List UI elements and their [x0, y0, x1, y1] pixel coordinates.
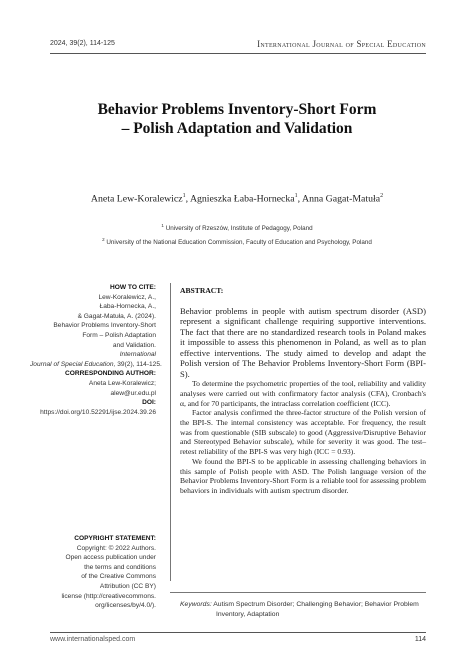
- cite-journal: International: [119, 351, 156, 359]
- cite-line: Łaba-Hornecka, A.,: [99, 303, 156, 311]
- corresponding-email[interactable]: alew@ur.edu.pl: [110, 389, 156, 397]
- doi-link[interactable]: https://doi.org/10.52291/ijse.2024.39.26: [40, 408, 156, 416]
- corresponding-name: Aneta Lew-Koralewicz;: [88, 379, 156, 387]
- copyright-line: Copyright: © 2022 Authors.: [76, 544, 156, 552]
- author-1-affil: 1: [182, 193, 186, 199]
- author-list: Aneta Lew-Koralewicz$^1$, Agnieszka Łaba-Hornecka$^1$, Anna Gagat-Matuła$^2$: [90, 193, 384, 205]
- author-2: Agnieszka Łaba-Hornecka: [189, 193, 295, 205]
- copyright-line: Attribution (CC BY): [99, 582, 156, 590]
- affiliation-1-marker: 1: [161, 223, 164, 228]
- affiliation-2-marker: 2: [102, 237, 105, 243]
- journal-name-text: International Journal of Special Education: [257, 39, 426, 49]
- abstract-heading: ABSTRACT:: [180, 286, 224, 295]
- corresponding-heading: CORRESPONDING AUTHOR:: [65, 370, 156, 378]
- copyright-heading: COPYRIGHT STATEMENT:: [74, 535, 156, 542]
- keywords-line-1: Autism Spectrum Disorder; Challenging Behavior; Behavior Problem: [213, 601, 419, 608]
- cite-line: Form – Polish Adaptation: [82, 331, 156, 339]
- affiliation-1: [40, 220, 434, 234]
- cite-line: Lew-Koralewicz, A.,: [98, 293, 156, 301]
- cite-heading: HOW TO CITE:: [109, 284, 156, 291]
- keywords-rule: [170, 592, 426, 593]
- author-2-affil: 1: [294, 193, 298, 199]
- cite-line: and Validation.: [112, 341, 156, 349]
- page-number: 114: [414, 636, 426, 643]
- keywords-label: Keywords:: [180, 601, 212, 608]
- copyright-line: Open access publication under: [65, 554, 156, 562]
- abstract-paragraph-4: We found the BPI-S to be applicable in assessing challenging behaviors in this sample of Polish people with ASD. The Polish language version of the Behavior Problems Inventory-Short Form is a reliable tool for assessing problem behaviors in individuals with autism spectrum disorder.: [180, 456, 426, 495]
- affiliation-2: [40, 234, 434, 248]
- abstract-paragraph-3: Factor analysis confirmed the three-factor structure of the Polish version of the BPI-S. The internal consistency was acceptable. For frequency, the result was from questionable (SIB subscale) to good (Aggressive/Disruptive Behavior and Stereotyped Behavior subscale), while for severity it was good. The test–retest reliability of the BPI-S was very high (ICC = 0.93).: [180, 408, 426, 457]
- author-3-affil: 2: [380, 193, 384, 199]
- cite-journal-name: Journal of Special Education,: [30, 360, 116, 368]
- footer-url[interactable]: www.internationalsped.com: [50, 636, 136, 643]
- doi-heading: DOI:: [142, 399, 156, 407]
- cite-line: & Gagat-Matuła, A. (2024).: [77, 312, 156, 320]
- affiliations: [40, 220, 434, 248]
- keywords-line-2: Inventory, Adaptation: [216, 611, 280, 618]
- abstract: [180, 286, 426, 496]
- title-line-1: Behavior Problems Inventory-Short Form: [97, 101, 377, 118]
- keywords: [180, 600, 430, 620]
- cite-line: Behavior Problems Inventory-Short: [53, 322, 156, 330]
- paper-title: [40, 100, 434, 138]
- cite-journal-line: [30, 360, 162, 370]
- affiliation-1-text: University of Rzeszów, Institute of Pedagogy, Poland: [165, 225, 313, 233]
- cite-volume-pages: 39(2), 114-125.: [115, 360, 162, 368]
- license-link[interactable]: org/licenses/by/4.0/).: [95, 602, 156, 610]
- abstract-paragraph-1: Behavior problems in people with autism spectrum disorder (ASD) represent a significant challenge requiring supportive interventions. The fact that there are no standardized research tools in Poland makes it impossible to assess this phenomenon in Poland, as well as to plan effective interventions. The study aimed to develop and adapt the Polish version of The Behavior Problems Inventory-Short Form (BPI-S).: [180, 305, 426, 379]
- volume-issue: 2024, 39(2), 114-125: [50, 40, 115, 47]
- journal-name: [257, 39, 426, 49]
- copyright-line: of the Creative Commons: [81, 573, 156, 581]
- footer-rule: [50, 632, 426, 633]
- license-link[interactable]: license (http://creativecommons.: [61, 592, 156, 600]
- author-3: Anna Gagat-Matuła: [302, 193, 381, 205]
- header-rule: [50, 53, 426, 54]
- column-divider: [170, 283, 171, 581]
- sidebar: [30, 283, 162, 417]
- copyright-block: [30, 534, 156, 611]
- abstract-paragraph-2: To determine the psychometric properties of the tool, reliability and validity analyses were carried out with confirmatory factor analysis (CFA), Cronbach's α, and for 70 participants, the intraclass correlation coefficient (ICC).: [180, 379, 426, 408]
- title-line-2: – Polish Adaptation and Validation: [121, 120, 353, 137]
- author-1: Aneta Lew-Koralewicz: [90, 193, 183, 205]
- copyright-line: the terms and conditions: [84, 563, 156, 571]
- affiliation-2-text: University of the National Education Commission, Faculty of Education and Psychology, Poland: [106, 239, 372, 247]
